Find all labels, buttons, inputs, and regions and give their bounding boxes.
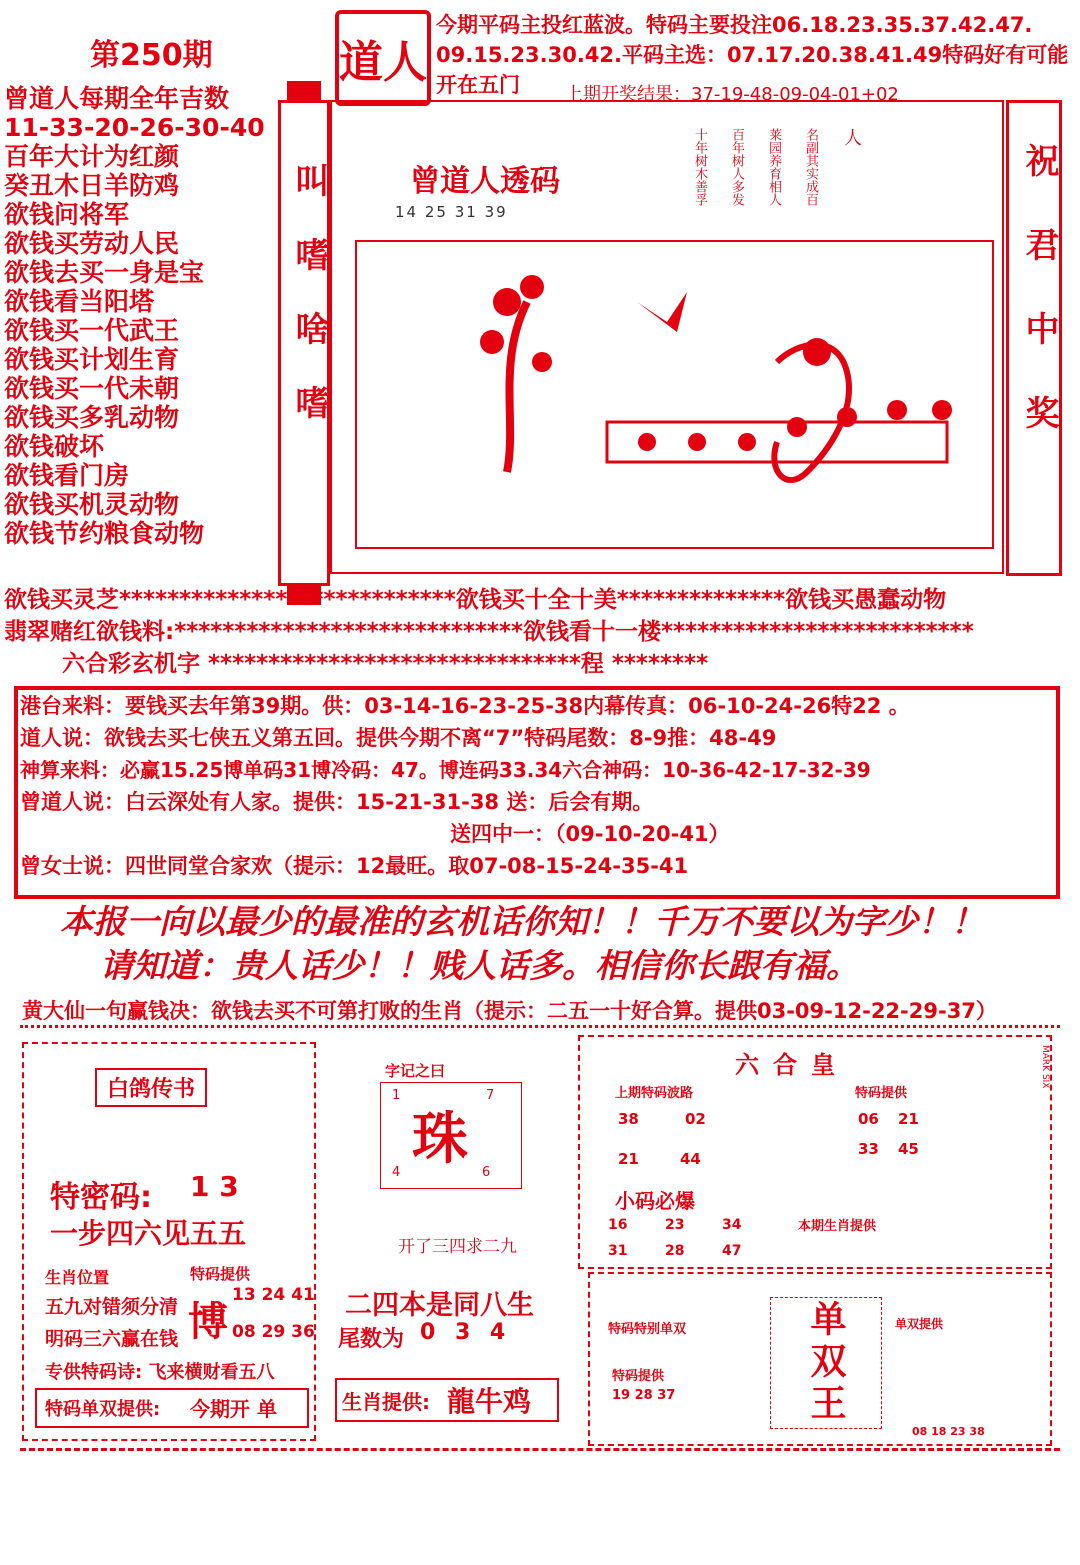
- bai-ge-title: 白鸽传书: [95, 1068, 207, 1107]
- danshuang-value: 今期开 单: [190, 1397, 277, 1421]
- shengxiao-label: 本期生肖提供: [798, 1219, 877, 1234]
- special-code-label: 特密码:: [50, 1180, 152, 1215]
- star-line: 欲钱买灵芝****************************欲钱买十全十美**************欲钱买愚蠢动物: [4, 587, 947, 613]
- list-item: 欲钱买多乳动物: [4, 403, 180, 432]
- logo-text: 道人: [339, 37, 427, 88]
- top-line-1: 今期平码主投红蓝波。特码主要投注06.18.23.35.37.42.47.: [436, 13, 1033, 37]
- sx-label: 生肖提供:: [342, 1390, 430, 1414]
- panel-vertical-text: [690, 128, 864, 206]
- vertical-col: 人: [841, 128, 862, 146]
- list-item: 欲钱买一代武王: [4, 316, 180, 345]
- last-draw-result: 上期开奖结果：37-19-48-09-04-01+02: [565, 84, 899, 105]
- mark-six-strip: MARK SIX: [1040, 1045, 1050, 1089]
- list-item: 百年大计为红颜: [4, 142, 180, 171]
- dan-shuang-wang: 单双王: [805, 1300, 846, 1426]
- corner-num: 6: [482, 1165, 491, 1180]
- bo-num: 38: [618, 1110, 639, 1128]
- special-poem: 专供特码诗: 飞来横财看五八: [45, 1362, 275, 1383]
- bottom-divider: [20, 1448, 1060, 1451]
- vertical-col: 名副其实成百: [803, 128, 818, 206]
- scroll-right-text: 祝君中奖: [1019, 143, 1059, 479]
- wei-shu-label: 尾数为: [338, 1327, 405, 1352]
- tip-line: 曾道人说：白云深处有人家。提供：15-21-31-38 送：后会有期。: [20, 790, 654, 814]
- vertical-col: 十年树木善孚: [692, 128, 707, 206]
- dao-ren-logo: [335, 10, 431, 106]
- te-nums-row-2: 08 29 36: [232, 1322, 315, 1342]
- illustration-box: [355, 240, 994, 549]
- te-ti-gong: 特码提供: [612, 1369, 665, 1384]
- te-bie-title: 特码特别单双: [608, 1322, 687, 1337]
- small-num: 47: [722, 1243, 742, 1259]
- small-num: 23: [665, 1217, 685, 1233]
- issue-number: 第250期: [90, 38, 213, 73]
- lady-bird-illustration: [357, 242, 988, 543]
- list-item: 欲钱去买一身是宝: [4, 258, 205, 287]
- liu-he-huang-title: 六合皇: [735, 1051, 849, 1079]
- top-line-2: 09.15.23.30.42.平码主选：07.17.20.38.41.49特码好有可能: [436, 43, 1069, 67]
- te-code-label: 特码提供: [190, 1265, 251, 1283]
- top-line-3: 开在五门: [436, 73, 520, 97]
- list-item: 欲钱节约粮食动物: [4, 519, 205, 548]
- vertical-col: 莱园养育相人: [766, 128, 781, 206]
- bottom-nums: 08 18 23 38: [912, 1425, 985, 1438]
- danshuang-label: 特码单双提供:: [45, 1399, 161, 1420]
- tip-line: 送四中一：（09-10-20-41）: [450, 822, 730, 846]
- bo-num: 44: [680, 1150, 701, 1168]
- te-num: 21: [898, 1110, 919, 1128]
- list-item: 欲钱买一代未朝: [4, 374, 180, 403]
- list-item: 欲钱问将军: [4, 200, 130, 229]
- tip-line: 神算来料：必赢15.25博单码31博冷码：47。博连码33.34六合神码：10-36-42-17-32-39: [20, 758, 871, 782]
- te-num: 33: [858, 1140, 879, 1158]
- kai-le-line: 开了三四求二九: [398, 1237, 517, 1257]
- list-item: 曾道人每期全年吉数: [4, 84, 230, 113]
- slogan: [60, 900, 984, 988]
- bo-num: 02: [685, 1110, 706, 1128]
- small-num: 28: [665, 1243, 685, 1259]
- left-riddle-list: [4, 84, 265, 548]
- star-riddles: [4, 584, 974, 680]
- zodiac-label: 生肖位置: [45, 1268, 110, 1287]
- small-num: 16: [608, 1217, 628, 1233]
- list-item: 欲钱看门房: [4, 461, 130, 490]
- zi-ji-head: 字记之曰: [385, 1062, 446, 1080]
- list-item: 欲钱买计划生育: [4, 345, 180, 374]
- scroll-left-text: 叫嗜啥嗜: [289, 163, 329, 459]
- bo-character: 博: [188, 1299, 228, 1345]
- phrase: 一步四六见五五: [50, 1217, 247, 1250]
- zodiac-line-2: 明码三六赢在钱: [45, 1328, 179, 1350]
- te-num: 06: [858, 1110, 879, 1128]
- te-num: 45: [898, 1140, 919, 1158]
- zhu-character: 珠: [412, 1106, 468, 1172]
- right-scroll: [1006, 100, 1062, 576]
- tip-line: 道人说：欲钱去买七侠五义第五回。提供今期不离“7”特码尾数：8-9推：48-49: [20, 726, 777, 750]
- tong-ba-sheng: 二四本是同八生: [345, 1290, 534, 1321]
- corner-num: 4: [392, 1165, 401, 1180]
- star-line: 六合彩玄机字 *******************************程 ********: [62, 651, 709, 677]
- small-num: 31: [608, 1243, 628, 1259]
- left-scroll: [278, 100, 330, 586]
- scroll-cap: [287, 81, 321, 103]
- list-item: 欲钱看当阳塔: [4, 287, 155, 316]
- corner-num: 1: [392, 1088, 401, 1103]
- tip-line: 曾女士说：四世同堂合家欢（提示：12最旺。取07-08-15-24-35-41: [20, 854, 689, 878]
- small-code-label: 小码必爆: [615, 1189, 695, 1213]
- zodiac-line-1: 五九对错须分清: [45, 1296, 179, 1318]
- panel-numbers: 14 25 31 39: [395, 203, 508, 221]
- bo-num: 21: [618, 1150, 639, 1168]
- last-bo-label: 上期特码波路: [615, 1086, 694, 1101]
- slogan-line: 请知道：贵人话少！！贱人话多。相信你长跟有福。: [100, 946, 859, 985]
- panel-title: 曾道人透码: [410, 164, 560, 199]
- slogan-line: 本报一向以最少的最准的玄机话你知！！千万不要以为字少！！: [60, 902, 984, 941]
- right-title: 单双提供: [895, 1317, 944, 1331]
- list-item: 11-33-20-26-30-40: [4, 113, 265, 142]
- list-item: 欲钱破坏: [4, 432, 105, 461]
- tip-line: 港台来料：要钱买去年第39期。供：03-14-16-23-25-38内幕传真：06-10-24-26特22 。: [20, 694, 910, 718]
- star-line: 翡翠赌红欲钱料:*****************************欲钱看十一楼**************************: [4, 619, 974, 645]
- list-item: 癸丑木日羊防鸡: [4, 171, 180, 200]
- te-label: 特码提供: [855, 1086, 908, 1101]
- te-nums-row-1: 13 24 41: [232, 1285, 315, 1305]
- tips-lines: [20, 690, 910, 882]
- divider: [20, 1025, 1060, 1028]
- wei-shu-value: 0 3 4: [420, 1320, 512, 1345]
- te-nums: 19 28 37: [612, 1388, 676, 1403]
- small-num: 34: [722, 1217, 742, 1233]
- vertical-col: 百年树人多发: [729, 128, 744, 206]
- sx-value: 龍牛鸡: [447, 1385, 532, 1418]
- list-item: 欲钱买劳动人民: [4, 229, 180, 258]
- corner-num: 7: [486, 1088, 495, 1103]
- special-code-value: 1 3: [190, 1170, 239, 1203]
- huang-da-xian-tip: 黄大仙一句赢钱决：欲钱去买不可第打败的生肖（提示：二五一十好合算。提供03-09-12-22-29-37）: [22, 999, 997, 1023]
- list-item: 欲钱买机灵动物: [4, 490, 180, 519]
